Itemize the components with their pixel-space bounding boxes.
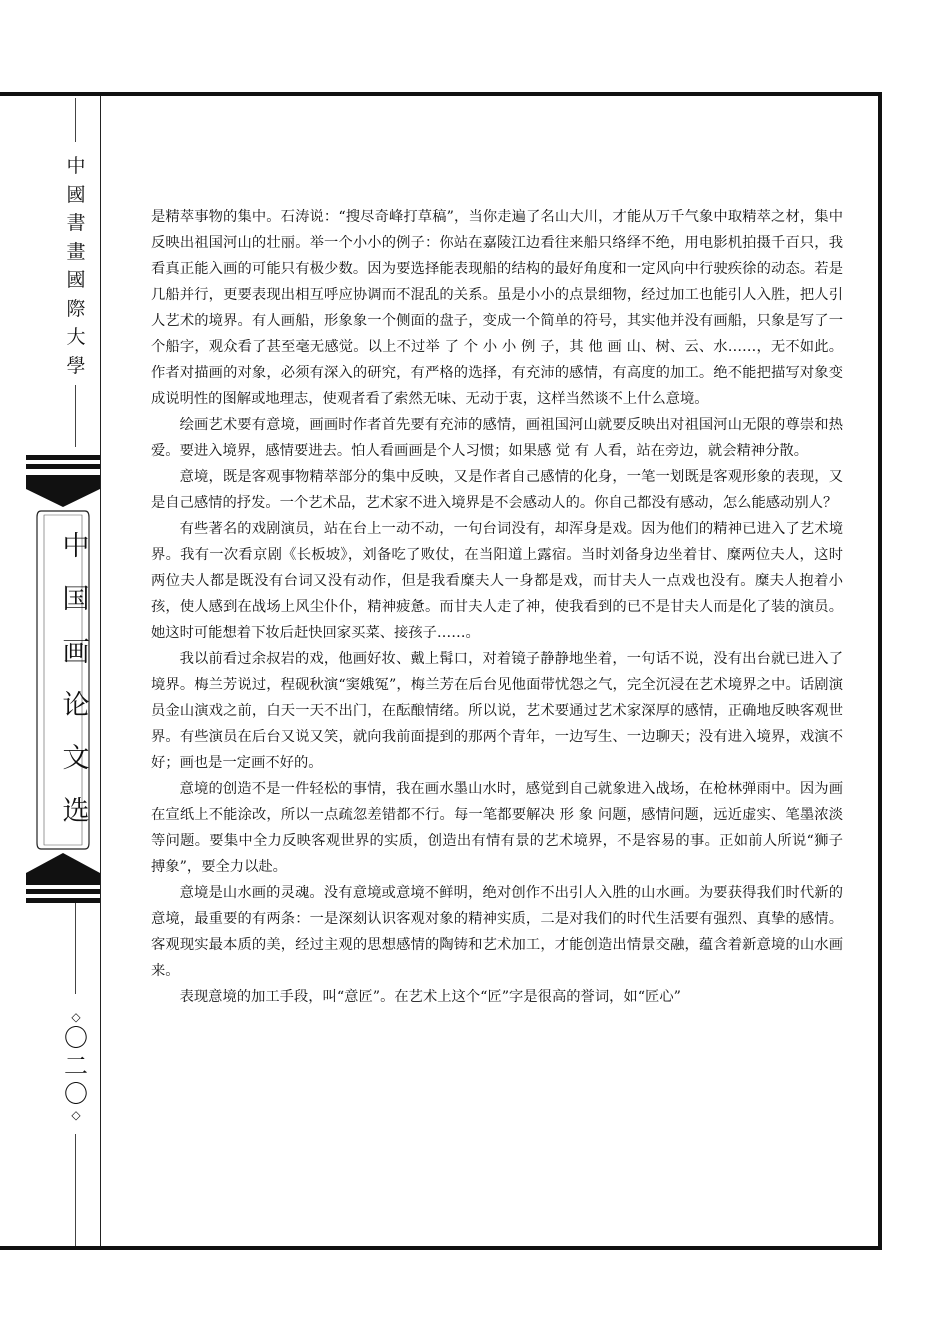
sidebar-rule-upper xyxy=(75,385,76,447)
series-title-char: 國 xyxy=(66,269,86,291)
sidebar-rule-bottom xyxy=(75,1134,76,1246)
page-number-char: 〇 xyxy=(64,1080,88,1108)
paragraph: 表现意境的加工手段，叫“意匠”。在艺术上这个“匠”字是很高的誉词，如“匠心” xyxy=(179,989,681,1005)
series-title-char: 畫 xyxy=(66,240,86,263)
book-title-char: 国 xyxy=(62,584,90,615)
page-number xyxy=(62,1010,90,1122)
diamond-icon: ◇ xyxy=(71,1108,81,1122)
paragraph: 意境是山水画的灵魂。没有意境或意境不鲜明，绝对创作不出引人入胜的山水画。为要获得我们时代新的意境，最重要的有两条：一是深刻认识客观对象的精神实质，二是对我们的时代生活要有强烈、真挚的感情。客观现实最本质的美，经过主观的思想感情的陶铸和艺术加工，才能创造出情景交融，蕴含着新意境的山水画来。 xyxy=(151,885,843,979)
series-title-char: 中 xyxy=(66,155,86,177)
series-title xyxy=(63,152,89,380)
series-title-char: 國 xyxy=(66,183,86,206)
series-title-char: 學 xyxy=(66,354,86,377)
paragraph: 我以前看过余叔岩的戏，他画好妆、戴上髯口，对着镜子静静地坐着，一句话不说，没有出台就已进入了境界。梅兰芳说过，程砚秋演“窦娥冤”，梅兰芳在后台见他面带忧怨之气，完全沉浸在艺术境界之中。话剧演员金山演戏之前，白天一天不出门，在酝酿情绪。所以说，艺术要通过艺术家深厚的感情，正确地反映客观世界。有些演员在后台又说又笑，就向我前面提到的那两个青年，一边写生、一边聊天；没有进入境界，戏演不好；画也是一定画不好的。 xyxy=(151,651,843,771)
page-number-char: 二 xyxy=(64,1052,88,1080)
paragraph: 意境，既是客观事物精萃部分的集中反映，又是作者自己感情的化身，一笔一划既是客观形象的表现，又是自己感情的抒发。一个艺术品，艺术家不进入境界是不会感动人的。你自己都没有感动，怎么能感动别人？ xyxy=(151,469,843,511)
paragraph: 是精萃事物的集中。石涛说：“搜尽奇峰打草稿”，当你走遍了名山大川，才能从万千气象中取精萃之材，集中反映出祖国河山的壮丽。举一个小小的例子：你站在嘉陵江边看往来船只络绎不绝，用电影机拍摄千百只，我看真正能入画的可能只有极少数。因为要选择能表现船的结构的最好角度和一定风向中行驶疾徐的动态。若是几船并行，更要表现出相互呼应协调而不混乱的关系。虽是小小的点景细物，经过加工也能引人入胜，把人引人艺术的境界。有人画船，形象象一个侧面的盘子，变成一个简单的符号，其实他并没有画船，只象是写了一个船字，观众看了甚至毫无感觉。以上不过举 了 个 小 小 例 子，其 他 画 山、树、云、水……，无不如此。作者对描画的对象，必须有深入的研究，有严格的选择，有充沛的感情，有高度的加工。绝不能把描写对象变成说明性的图解或地理志，使观者看了索然无味、无动于衷，这样当然谈不上什么意境。 xyxy=(151,209,843,407)
book-title-char: 文 xyxy=(62,743,90,774)
book-title-char: 中 xyxy=(62,531,90,562)
book-title-char: 论 xyxy=(62,690,90,721)
sidebar-rule-lower xyxy=(75,902,76,994)
paragraph: 意境的创造不是一件轻松的事情，我在画水墨山水时，感觉到自己就象进入战场，在枪林弹雨中。因为画在宣纸上不能涂改，所以一点疏忽差错都不行。每一笔都要解决 形 象 问题，感情问题，远近虚实、笔墨浓淡等问题。要集中全力反映客观世界的实质，创造出有情有景的艺术境界，不是容易的事。正如前人所说“狮子搏象”，要全力以赴。 xyxy=(151,781,843,875)
book-title xyxy=(58,520,94,838)
series-title-char: 大 xyxy=(66,326,86,348)
sidebar-rule-top xyxy=(75,98,76,142)
book-title-char: 画 xyxy=(62,637,90,668)
series-title-char: 書 xyxy=(66,212,86,234)
body-text xyxy=(151,204,843,1010)
diamond-icon: ◇ xyxy=(71,1010,81,1024)
series-title-char: 際 xyxy=(66,297,86,320)
page-number-char: 〇 xyxy=(64,1024,88,1052)
paragraph: 有些著名的戏剧演员，站在台上一动不动，一句台词没有，却浑身是戏。因为他们的精神已进入了艺术境界。我有一次看京剧《长板坡》，刘备吃了败仗，在当阳道上露宿。当时刘备身边坐着甘、糜两位夫人，这时两位夫人都是既没有台词又没有动作，但是我看糜夫人一身都是戏，而甘夫人一点戏也没有。糜夫人抱着小孩，使人感到在战场上风尘仆仆，精神疲惫。而甘夫人走了神，使我看到的已不是甘夫人而是化了装的演员。她这时可能想着下妆后赶快回家买菜、接孩子……。 xyxy=(151,521,843,641)
book-title-char: 选 xyxy=(62,796,90,827)
paragraph: 绘画艺术要有意境，画画时作者首先要有充沛的感情，画祖国河山就要反映出对祖国河山无限的尊崇和热爱。要进入境界，感情要进去。怕人看画画是个人习惯；如果感 觉 有 人看，站在旁边，就会精神分散。 xyxy=(151,417,843,459)
